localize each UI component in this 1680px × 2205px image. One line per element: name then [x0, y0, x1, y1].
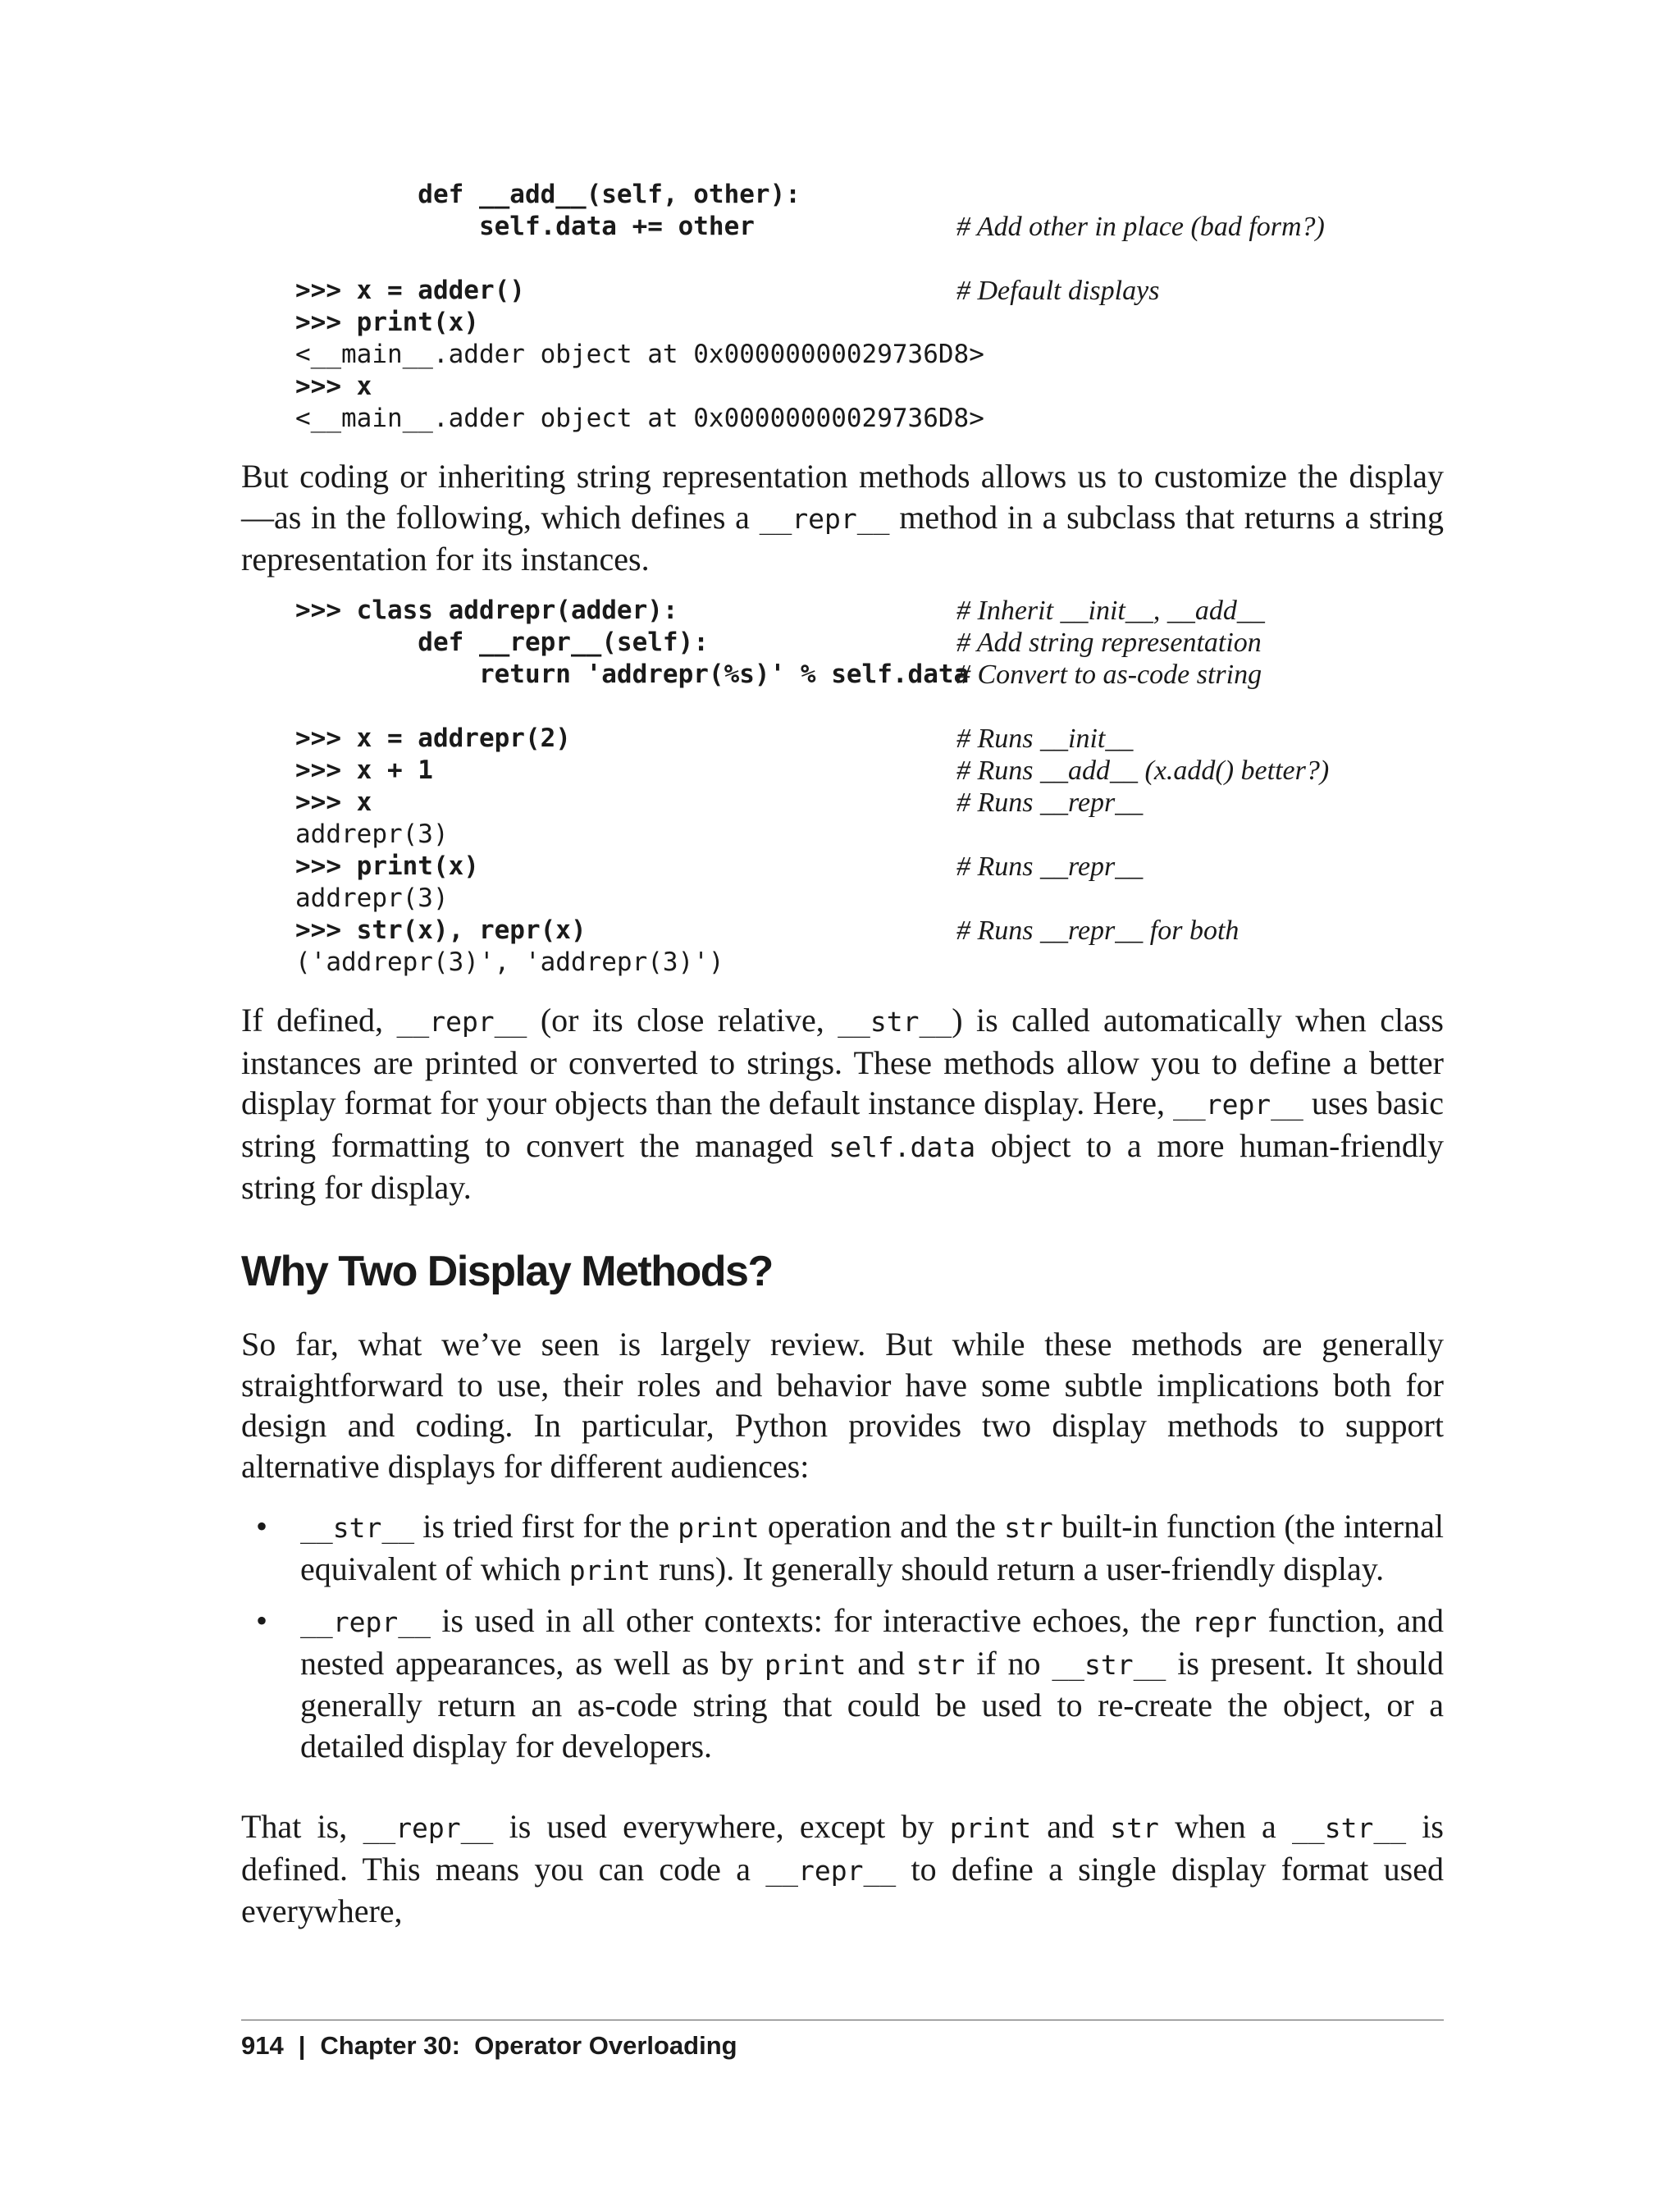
- inline-code: print: [678, 1512, 760, 1544]
- code-text: >>> x: [295, 372, 372, 401]
- code-text: <__main__.adder object at 0x00000000029736D8>: [295, 404, 984, 433]
- inline-code: str: [915, 1648, 966, 1681]
- inline-code: print: [949, 1812, 1032, 1844]
- code-line: [295, 307, 1444, 339]
- code-text: addrepr(3): [295, 883, 449, 913]
- bullet-item-str: • __str__ is tried first for the print operation and the str built-in function (the internal equivalent of which print runs). It generally should return a user-friendly display.: [256, 1508, 1444, 1587]
- code-text: addrepr(3): [295, 819, 449, 849]
- code-line: [295, 787, 1444, 819]
- code-line: [295, 403, 1444, 435]
- code-text: def __repr__(self):: [295, 628, 709, 657]
- code-line: [295, 755, 1444, 787]
- inline-code: print: [568, 1554, 651, 1586]
- bullet-list: [241, 1506, 1444, 1776]
- inline-code: str: [1004, 1512, 1053, 1544]
- code-comment: # Default displays: [956, 276, 1160, 306]
- code-text: ('addrepr(3)', 'addrepr(3)'): [295, 947, 724, 977]
- inline-code: __repr__: [765, 1854, 897, 1887]
- code-line: [295, 659, 1444, 691]
- bullet-icon: •: [256, 1602, 268, 1639]
- inline-code: str: [1110, 1812, 1159, 1844]
- code-text: >>> print(x): [295, 851, 479, 881]
- code-text: >>> x: [295, 788, 372, 817]
- code-comment: # Runs __add__ (x.add() better?): [956, 756, 1330, 786]
- code-line: [295, 179, 1444, 211]
- code-comment: # Runs __repr__ for both: [956, 915, 1239, 946]
- bullet-item-repr: • __repr__ is used in all other contexts: for interactive echoes, the repr function, and nested appearances, as well as by print and str if no __str__ is present. It should generally return an as-code string that could be used to re-create the object, or a detailed display for developers.: [256, 1602, 1444, 1764]
- code-comment: # Convert to as-code string: [956, 660, 1262, 690]
- paragraph-repr-explained: If defined, __repr__ (or its close relative, __str__) is called automatically when class instances are printed or converted to strings. These methods allow you to define a better display format for your objects than the default instance display. Here, __repr__ uses basic string formatting to convert the managed self.data object to a more human-friendly string for display.: [241, 1002, 1445, 1206]
- inline-code: __repr__: [396, 1006, 527, 1038]
- paragraph-repr-intro: But coding or inheriting string representation methods allows us to customize the display—as in the following, which defines a __repr__ method in a subclass that returns a string representation for its instances.: [241, 458, 1444, 578]
- code-comment: # Add other in place (bad form?): [956, 212, 1325, 242]
- code-line: [295, 915, 1444, 947]
- inline-code: self.data: [829, 1130, 976, 1163]
- inline-code: __repr__: [300, 1606, 431, 1638]
- code-line: [295, 371, 1444, 403]
- inline-code: __repr__: [759, 502, 890, 535]
- inline-code: repr: [1191, 1606, 1258, 1638]
- code-text: <__main__.adder object at 0x00000000029736D8>: [295, 340, 984, 369]
- code-text: >>> print(x): [295, 308, 479, 337]
- code-line: [295, 627, 1444, 659]
- code-text: >>> x = addrepr(2): [295, 724, 571, 753]
- bullet-icon: •: [256, 1508, 268, 1545]
- paragraph-two-methods: So far, what we’ve seen is largely review. But while these methods are generally straightforward to use, their roles and behavior have some subtle implications both for design and coding. In particular, Python provides two display methods to support alternative displays for different audiences:: [241, 1326, 1444, 1485]
- code-text: >>> x + 1: [295, 756, 433, 785]
- code-text: def __add__(self, other):: [295, 180, 801, 209]
- code-block-adder: [295, 179, 1444, 435]
- code-line: [295, 275, 1444, 307]
- code-comment: # Runs __repr__: [956, 851, 1144, 882]
- paragraph-that-is: That is, __repr__ is used everywhere, except by print and str when a __str__ is defined. This means you can code a __repr__ to define a single display format used everywhere,: [241, 1808, 1445, 1929]
- code-line: [295, 819, 1444, 851]
- code-line: [295, 691, 1444, 723]
- code-text: >>> str(x), repr(x): [295, 915, 587, 945]
- inline-code: __repr__: [1172, 1089, 1303, 1121]
- code-line: [295, 883, 1444, 915]
- code-text: >>> x = adder(): [295, 276, 525, 305]
- code-comment: # Inherit __init__, __add__: [956, 596, 1265, 626]
- code-line: [295, 947, 1444, 979]
- code-text: return 'addrepr(%s)' % self.data: [295, 660, 970, 689]
- code-line: [295, 595, 1444, 627]
- code-block-addrepr: [295, 595, 1444, 979]
- code-line: [295, 339, 1444, 371]
- inline-code: __repr__: [363, 1812, 494, 1844]
- code-comment: # Runs __init__: [956, 724, 1134, 754]
- inline-code: __str__: [838, 1006, 952, 1038]
- code-line: [295, 243, 1444, 275]
- footer-separator: |: [298, 2031, 306, 2060]
- code-line: [295, 211, 1444, 243]
- code-text: >>> class addrepr(adder):: [295, 596, 678, 625]
- page-footer: [241, 2031, 737, 2061]
- section-heading: Why Two Display Methods?: [241, 1248, 773, 1295]
- inline-code: __str__: [1052, 1648, 1166, 1681]
- inline-code: print: [765, 1648, 847, 1681]
- chapter-title: Chapter 30: Operator Overloading: [320, 2031, 737, 2060]
- code-line: [295, 851, 1444, 883]
- inline-code: __str__: [1291, 1812, 1407, 1844]
- inline-code: __str__: [300, 1512, 415, 1544]
- code-comment: # Add string representation: [956, 628, 1262, 658]
- code-text: self.data += other: [295, 212, 755, 241]
- page-number: 914: [241, 2031, 284, 2060]
- code-line: [295, 723, 1444, 755]
- code-comment: # Runs __repr__: [956, 788, 1144, 818]
